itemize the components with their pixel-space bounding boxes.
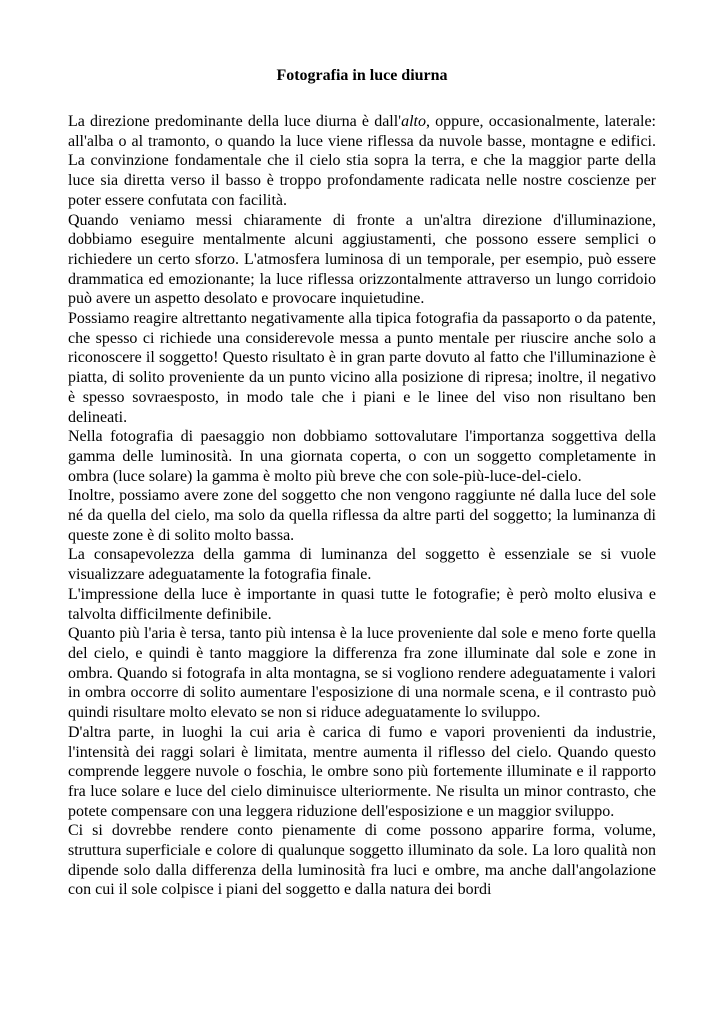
paragraph-10: Ci si dovrebbe rendere conto pienamente di come possono apparire forma, volume, struttura superficiale e colore di qualunque soggetto illuminato da sole. La loro qualità non dipende solo dalla differenza della luminosità fra luci e ombre, ma anche dall'angolazione con cui il sole colpisce i piani del soggetto e dalla natura dei bordi — [68, 822, 656, 899]
paragraph-8: Quanto più l'aria è tersa, tanto più intensa è la luce proveniente dal sole e meno forte quella del cielo, e quindi è tanto maggiore la differenza fra zone illuminate dal sole e zone in ombra. Quando si fotografa in alta montagna, se si vogliono rendere adeguatamente i valori in ombra occorre di solito aumentare l'esposizione di una normale scena, e il contrasto può quindi risultare molto elevato se non si riduce adeguatamente lo sviluppo. — [68, 625, 656, 722]
paragraph-1-italic-word: alto — [401, 113, 426, 130]
paragraph-1-text-start: La direzione predominante della luce diurna è dall' — [68, 113, 402, 130]
document-title: Fotografia in luce diurna — [276, 67, 448, 84]
paragraph-1 — [68, 112, 656, 211]
document-body — [68, 112, 656, 900]
paragraph-4: Nella fotografia di paesaggio non dobbiamo sottovalutare l'importanza soggettiva della gamma delle luminosità. In una giornata coperta, o con un soggetto completamente in ombra (luce solare) la gamma è molto più breve che con sole-più-luce-del-cielo. — [68, 428, 656, 485]
paragraph-3: Possiamo reagire altrettanto negativamente alla tipica fotografia da passaporto o da patente, che spesso ci richiede una considerevole messa a punto mentale per riuscire anche solo a riconoscere il soggetto! Questo risultato è in gran parte dovuto al fatto che l'illuminazione è piatta, di solito proveniente da un punto vicino alla posizione di ripresa; inoltre, il negativo è spesso sovraesposto, in modo tale che i piani e le linee del viso non risultano ben delineati. — [68, 310, 656, 426]
paragraph-2: Quando veniamo messi chiaramente di fronte a un'altra direzione d'illuminazione, dobbiamo eseguire mentalmente alcuni aggiustamenti, che possono essere semplici o richiedere un certo sforzo. L'atmosfera luminosa di un temporale, per esempio, può essere drammatica ed emozionante; la luce riflessa orizzontalmente attraverso un lungo corridoio può avere un aspetto desolato e provocare inquietudine. — [68, 211, 656, 308]
paragraph-5: Inoltre, possiamo avere zone del soggetto che non vengono raggiunte né dalla luce del sole né da quella del cielo, ma solo da quella riflessa da altre parti del soggetto; la luminanza di queste zone è di solito molto bassa. — [68, 487, 656, 544]
paragraph-7: L'impressione della luce è importante in quasi tutte le fotografie; è però molto elusiva e talvolta difficilmente definibile. — [68, 585, 656, 623]
paragraph-9: D'altra parte, in luoghi la cui aria è carica di fumo e vapori provenienti da industrie, l'intensità dei raggi solari è limitata, mentre aumenta il riflesso del cielo. Quando questo comprende leggere nuvole o foschia, le ombre sono più fortemente illuminate e il rapporto fra luce solare e luce del cielo diminuisce ulteriormente. Ne risulta un minor contrasto, che potete compensare con una leggera riduzione dell'esposizione e un maggior sviluppo. — [68, 723, 656, 820]
paragraph-1-text-end: , oppure, occasionalmente, laterale: all'alba o al tramonto, o quando la luce viene riflessa da nuvole basse, montagne e edifici. La convinzione fondamentale che il cielo stia sopra la terra, e che la maggior parte della luce sia diretta verso il basso è troppo profondamente radicata nelle nostre coscienze per poter essere confutata con facilità. — [68, 113, 657, 209]
paragraph-6: La consapevolezza della gamma di luminanza del soggetto è essenziale se si vuole visualizzare adeguatamente la fotografia finale. — [68, 546, 656, 584]
